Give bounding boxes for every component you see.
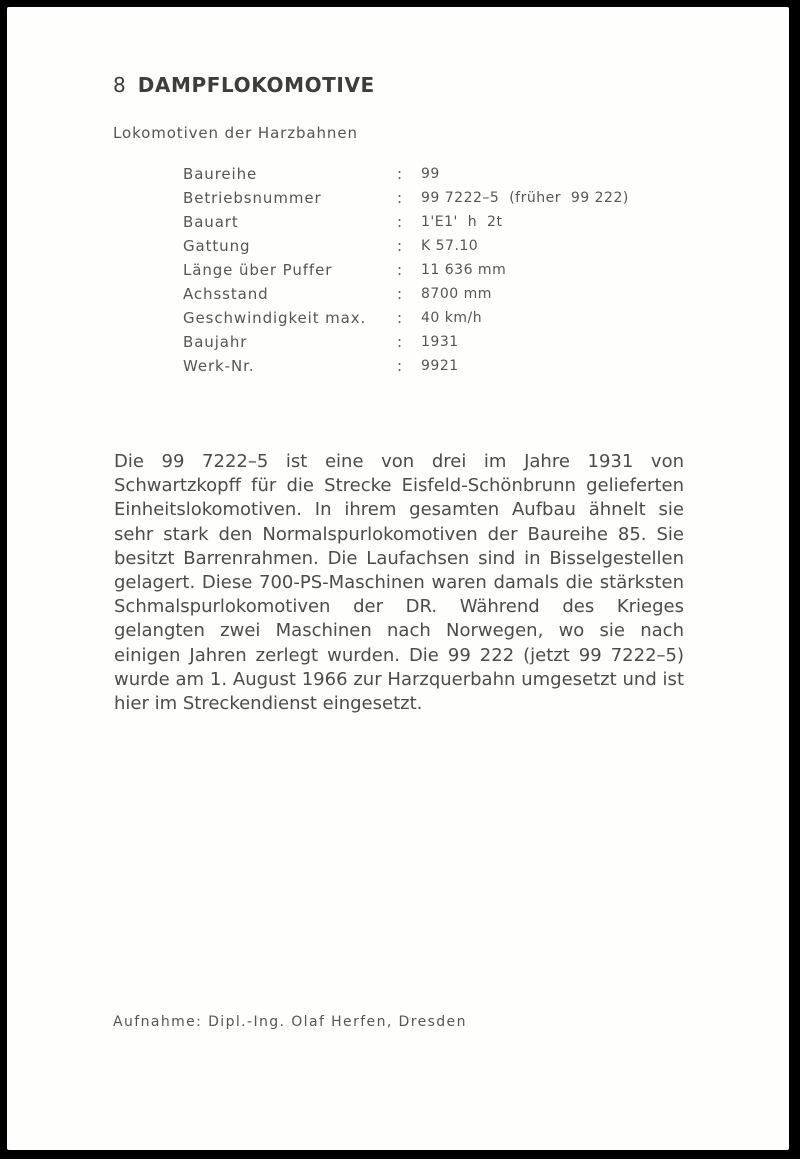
spec-label: Werk-Nr. (183, 357, 255, 375)
spec-label: Gattung (183, 237, 251, 255)
spec-row (183, 306, 703, 330)
title-text: DAMPFLOKOMOTIVE (137, 73, 375, 97)
subtitle: Lokomotiven der Harzbahnen (113, 124, 358, 142)
spec-colon: : (397, 357, 403, 375)
spec-label: Betriebsnummer (183, 189, 322, 207)
spec-value: 40 km/h (421, 310, 483, 326)
spec-colon: : (397, 333, 403, 351)
spec-colon: : (397, 189, 403, 207)
spec-colon: : (397, 261, 403, 279)
spec-label: Geschwindigkeit max. (183, 309, 367, 327)
spec-row (183, 282, 703, 306)
spec-value: 99 7222–5 (früher 99 222) (421, 190, 629, 206)
spec-row (183, 354, 703, 378)
spec-row (183, 186, 703, 210)
spec-label: Baujahr (183, 333, 248, 351)
spec-row (183, 162, 703, 186)
spec-value: 9921 (421, 358, 459, 374)
spec-value: 8700 mm (421, 286, 492, 302)
spec-colon: : (397, 237, 403, 255)
spec-row (183, 234, 703, 258)
spec-value: 99 (421, 166, 440, 182)
photo-credit: Aufnahme: Dipl.-Ing. Olaf Herfen, Dresden (113, 1014, 467, 1030)
spec-value: K 57.10 (421, 238, 479, 254)
spec-row (183, 210, 703, 234)
spec-table (183, 162, 703, 378)
spec-value: 11 636 mm (421, 262, 507, 278)
spec-label: Achsstand (183, 285, 269, 303)
spec-label: Länge über Puffer (183, 261, 333, 279)
spec-value: 1931 (421, 334, 459, 350)
spec-value: 1'E1' h 2t (421, 214, 503, 230)
spec-row (183, 330, 703, 354)
postcard-back (7, 7, 789, 1150)
card-number: 8 (113, 73, 126, 97)
description-paragraph: Die 99 7222–5 ist eine von drei im Jahre 1931 von Schwartzkopff für die Strecke Eisfeld-Schönbrunn gelieferten Einheitslokomotiven. In ihrem gesamten Aufbau ähnelt sie sehr stark den Normalspurlokomotiven der Baureihe 85. Sie besitzt Barrenrahmen. Die Laufachsen sind in Bisselgestellen gelagert. Diese 700-PS-Maschinen waren damals die stärksten Schmalspurlokomotiven der DR. Während des Krieges gelangten zwei Maschinen nach Norwegen, wo sie nach einigen Jahren zerlegt wurden. Die 99 222 (jetzt 99 7222–5) wurde am 1. August 1966 zur Harzquerbahn umgesetzt und ist hier im Streckendienst eingesetzt. (114, 451, 684, 715)
spec-label: Baureihe (183, 165, 258, 183)
page-title (113, 73, 375, 97)
spec-label: Bauart (183, 213, 239, 231)
spec-colon: : (397, 165, 403, 183)
spec-row (183, 258, 703, 282)
spec-colon: : (397, 285, 403, 303)
spec-colon: : (397, 309, 403, 327)
spec-colon: : (397, 213, 403, 231)
